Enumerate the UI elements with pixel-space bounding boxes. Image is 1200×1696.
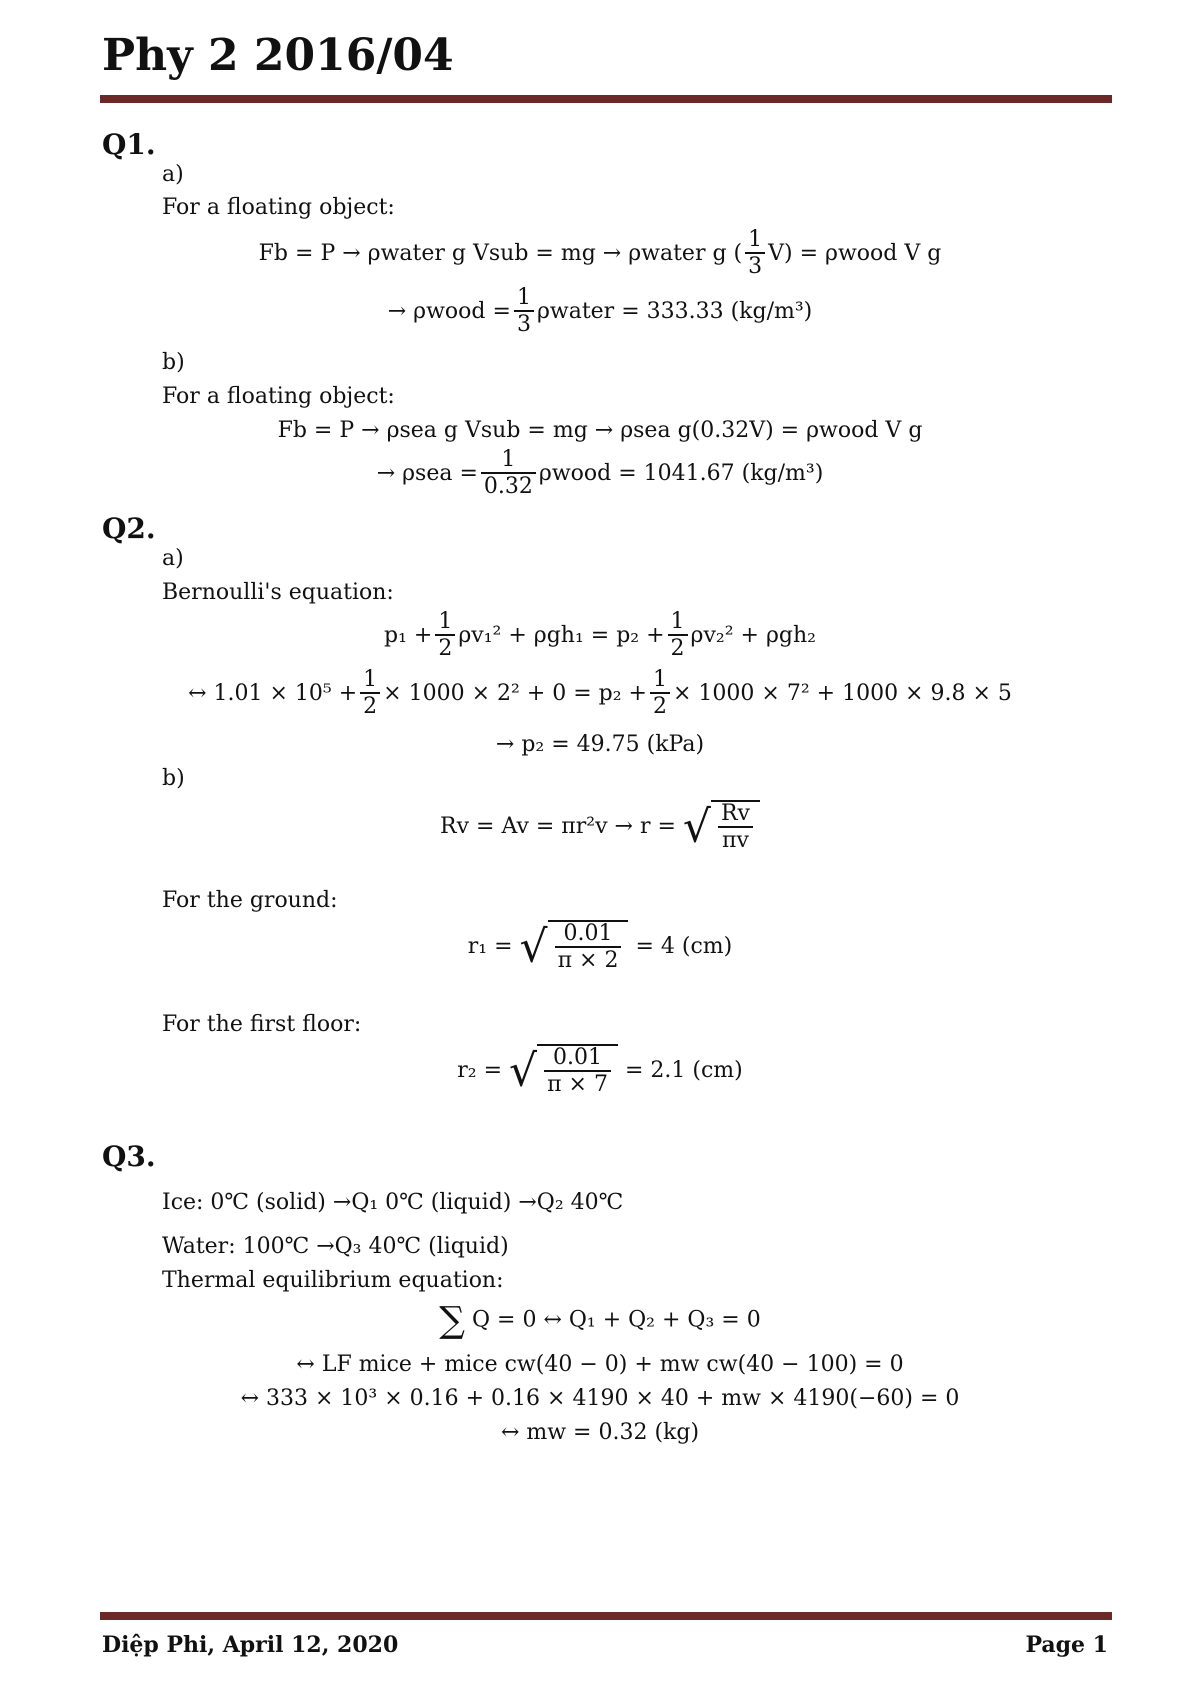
q2-a-text: Bernoulli's equation: [162,580,394,605]
footer-page-number: Page 1 [1025,1632,1108,1658]
header-rule [100,95,1112,103]
footer-rule [100,1612,1112,1620]
q3-equation-3: ↔ 333 × 10³ × 0.16 + 0.16 × 4190 × 40 + mw × 4190(−60) = 0 [240,1386,960,1411]
footer-author-date: Diệp Phi, April 12, 2020 [102,1632,399,1658]
q2-floor-text: For the first floor: [162,1012,362,1037]
q3-ice-line: Ice: 0℃ (solid) →Q₁ 0℃ (liquid) →Q₂ 40℃ [162,1190,624,1215]
sigma-symbol: ∑ [439,1300,465,1341]
q1-b-label: b) [162,350,185,375]
page-title: Phy 2 2016/04 [102,30,454,81]
q3-water-line: Water: 100℃ →Q₃ 40℃ (liquid) [162,1234,509,1259]
q2-ground-equation: r₁ = √ $\frac{0.01}{\pi \times 2}$ = 4 (cm) [467,921,733,974]
q1-heading: Q1. [102,128,156,161]
q2-a-label: a) [162,546,184,571]
q1-b-text: For a floating object: [162,384,395,409]
q1-a-equation-1: Fb = P → ρwater g Vsub = mg → ρwater g ( $\frac{1}{3}$ V) = ρwood V g [258,227,942,280]
q2-floor-equation: r₂ = √ $\frac{0.01}{\pi \times 7}$ = 2.1 (cm) [457,1045,743,1098]
q2-ground-text: For the ground: [162,888,338,913]
q2-heading: Q2. [102,512,156,545]
q1-a-text: For a floating object: [162,195,395,220]
q1-a-label: a) [162,162,184,187]
q2-b-label: b) [162,766,185,791]
q3-heading: Q3. [102,1140,156,1173]
q2-b-equation-1: Rv = Av = πr²v → r = √ $\frac{Rv}{\pi v}$ [100,800,1100,853]
q3-equation-1: ∑ Q = 0 ↔ Q₁ + Q₂ + Q₃ = 0 [439,1300,761,1341]
q1-a-equation-2: → ρwood = $\frac{1}{3}$ ρwater = 333.33 (kg/m³) [387,285,813,338]
q3-equation-2: ↔ LF mice + mice cw(40 − 0) + mw cw(40 − 100) = 0 [296,1352,904,1377]
q2-a-equation-3: → p₂ = 49.75 (kPa) [495,732,705,757]
q2-a-equation-1: p₁ + $\frac{1}{2}$ ρv₁² + ρgh₁ = p₂ + $\frac{1}{2}$ ρv₂² + ρgh₂ [384,609,816,662]
q3-equation-text: Thermal equilibrium equation: [162,1268,504,1293]
q1-b-equation-2: → ρsea = $\frac{1}{0.32}$ ρwood = 1041.67 (kg/m³) [376,447,824,500]
q2-a-equation-2: ↔ 1.01 × 10⁵ + $\frac{1}{2}$ × 1000 × 2² + 0 = p₂ + $\frac{1}{2}$ × 1000 × 7² + 1000 × 9.8 × 5 [188,667,1012,720]
q1-b-equation-1: Fb = P → ρsea g Vsub = mg → ρsea g(0.32V) = ρwood V g [277,418,923,443]
q3-equation-4: ↔ mw = 0.32 (kg) [500,1420,700,1445]
